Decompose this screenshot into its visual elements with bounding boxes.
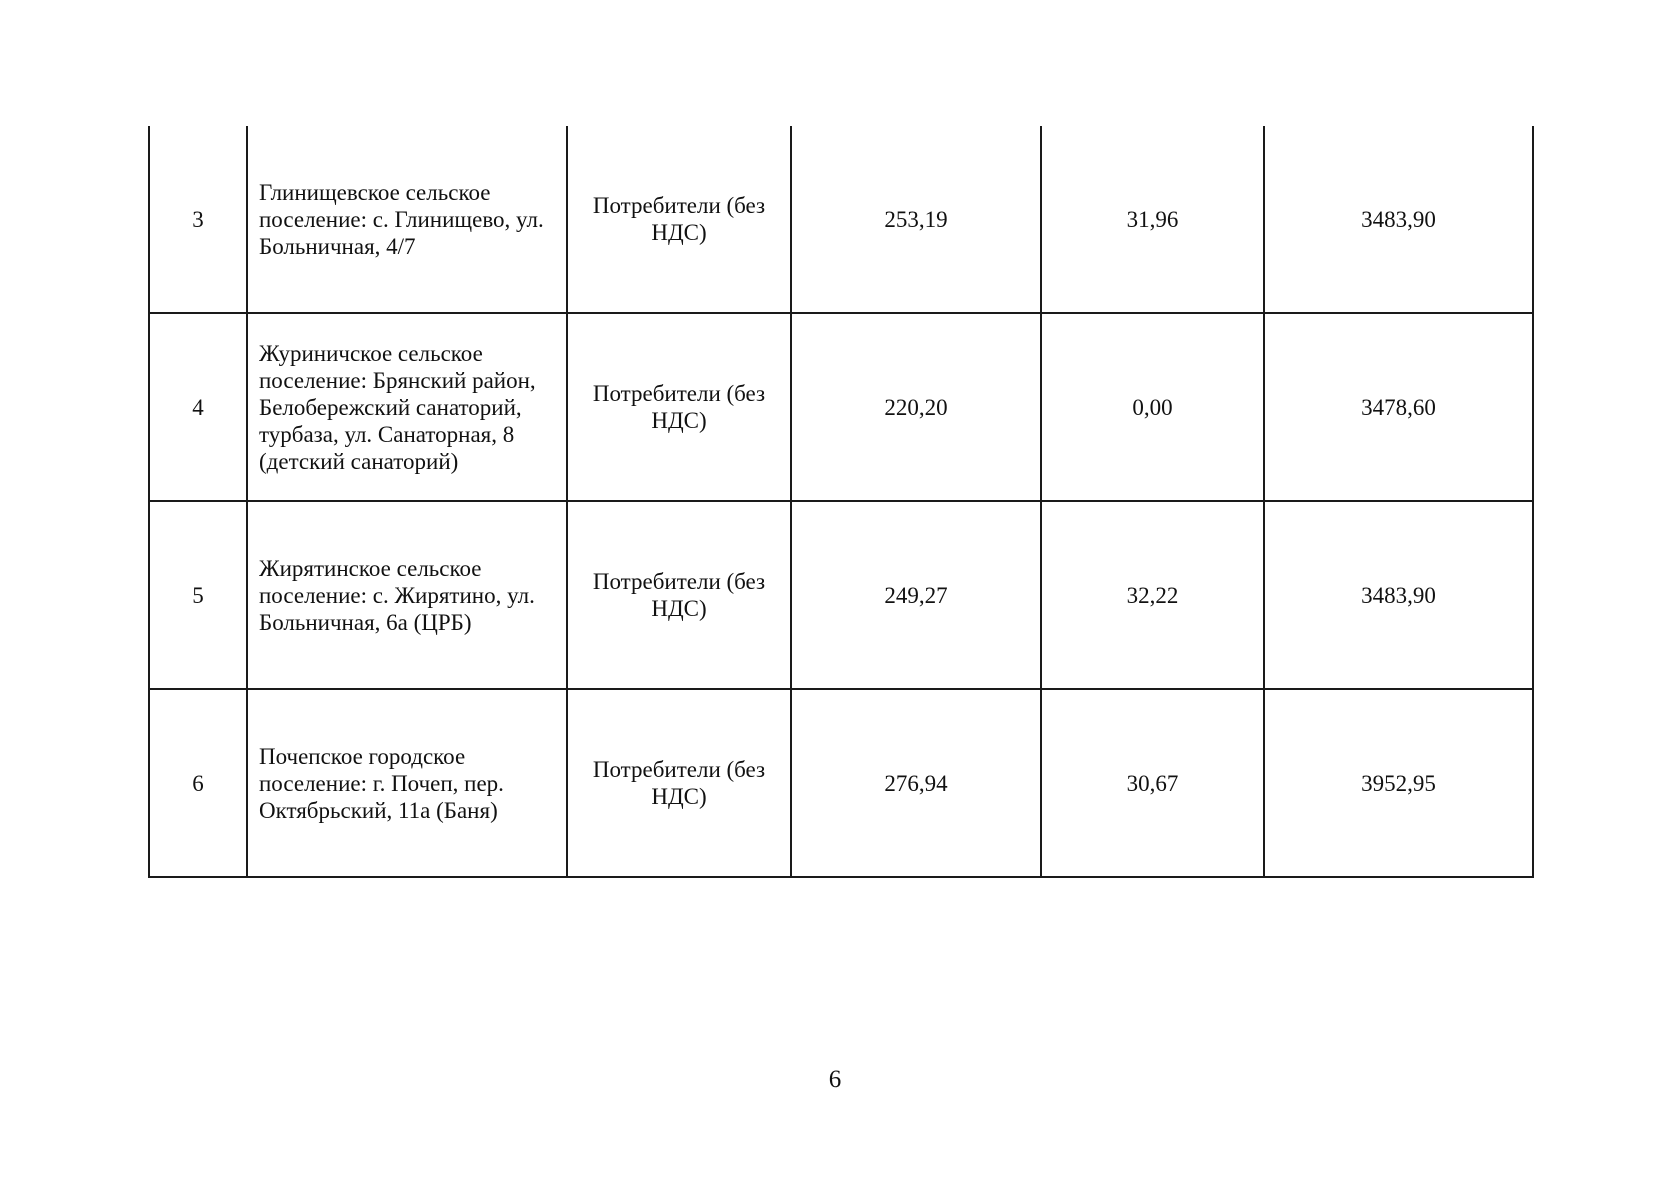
value-cell-2: 30,67 xyxy=(1041,689,1264,877)
table-row xyxy=(149,313,1533,501)
value-cell-3: 3478,60 xyxy=(1264,313,1533,501)
tariff-table xyxy=(148,126,1534,878)
consumer-category: Потребители (без НДС) xyxy=(567,313,791,501)
row-number: 4 xyxy=(149,313,247,501)
value-cell-2: 32,22 xyxy=(1041,501,1264,689)
consumer-category: Потребители (без НДС) xyxy=(567,501,791,689)
value-cell-1: 220,20 xyxy=(791,313,1041,501)
table-row xyxy=(149,501,1533,689)
row-number: 3 xyxy=(149,126,247,313)
value-cell-2: 31,96 xyxy=(1041,126,1264,313)
value-cell-1: 276,94 xyxy=(791,689,1041,877)
settlement-address: Жирятинское сельское поселение: с. Жирятино, ул. Больничная, 6а (ЦРБ) xyxy=(247,501,567,689)
table-row xyxy=(149,689,1533,877)
value-cell-1: 249,27 xyxy=(791,501,1041,689)
row-number: 5 xyxy=(149,501,247,689)
value-cell-3: 3952,95 xyxy=(1264,689,1533,877)
settlement-address: Почепское городское поселение: г. Почеп, пер. Октябрьский, 11а (Баня) xyxy=(247,689,567,877)
consumer-category: Потребители (без НДС) xyxy=(567,689,791,877)
value-cell-3: 3483,90 xyxy=(1264,126,1533,313)
settlement-address: Глинищевское сельское поселение: с. Глинищево, ул. Больничная, 4/7 xyxy=(247,126,567,313)
value-cell-3: 3483,90 xyxy=(1264,501,1533,689)
consumer-category: Потребители (без НДС) xyxy=(567,126,791,313)
value-cell-2: 0,00 xyxy=(1041,313,1264,501)
page-number: 6 xyxy=(828,1066,842,1093)
value-cell-1: 253,19 xyxy=(791,126,1041,313)
settlement-address: Журиничское сельское поселение: Брянский район, Белобережский санаторий, турбаза, ул. Санаторная, 8 (детский санаторий) xyxy=(247,313,567,501)
table-row xyxy=(149,126,1533,313)
row-number: 6 xyxy=(149,689,247,877)
